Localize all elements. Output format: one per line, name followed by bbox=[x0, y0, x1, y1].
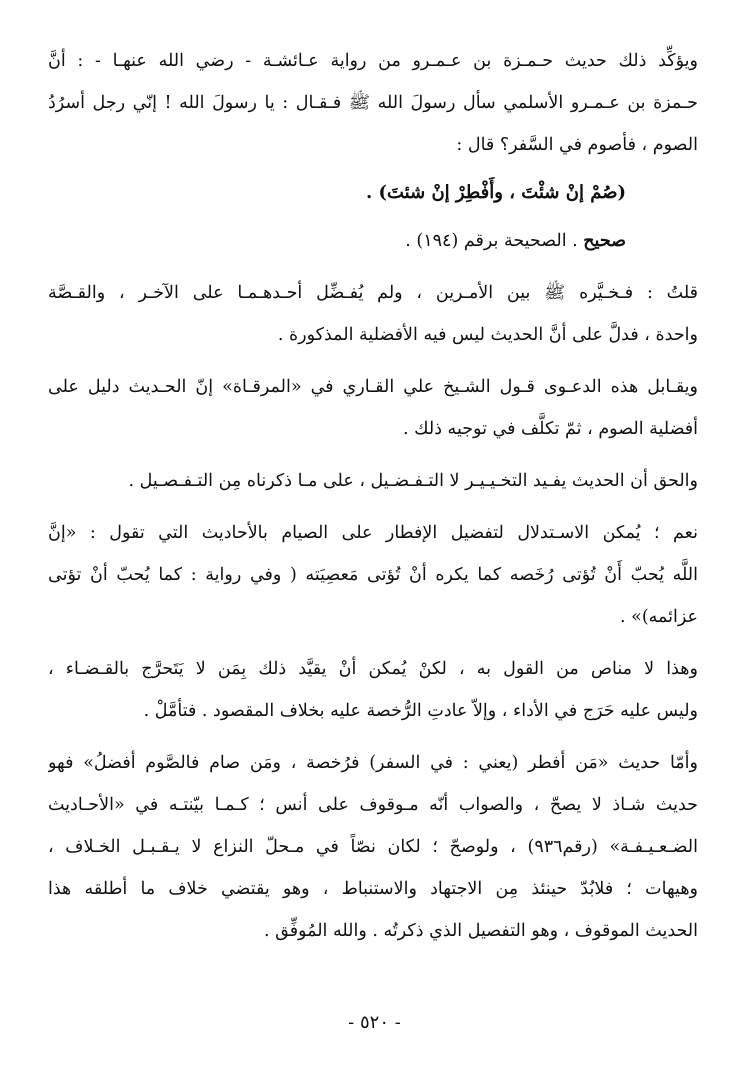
text-line: وأمّا حديث «مَن أفطر (يعني : في السفر) فرُخصة ، ومَن صام فالصَّوم أفضلُ» فهو bbox=[48, 753, 698, 773]
paragraph-comment bbox=[48, 272, 698, 356]
text-line: الحديث الموقوف ، وهو التفصيل الذي ذكرتُه . والله المُوفِّق . bbox=[263, 921, 698, 941]
grading-label: صحيح bbox=[583, 231, 626, 251]
text-line: أفضلية الصوم ، ثمّ تكلَّف في توجيه ذلك . bbox=[403, 419, 698, 439]
text-line: الضـعـيـفـة» (رقم٩٣٦) ، ولوصحّ ؛ لكان نصّاً في مـحلّ النزاع لا يـقـبـل الخـلاف ، bbox=[48, 837, 698, 857]
text-line: نعم ؛ يُمكن الاسـتدلال لتفضيل الإفطار على الصيام بالأحاديث التي تقول : «إنَّ bbox=[48, 523, 698, 543]
page-number: - ٥٢٠ - bbox=[348, 1012, 401, 1033]
hadith-quote-text: (صُمْ إنْ شئْتَ ، وأَفْطِرْ إنْ شئتَ) . bbox=[365, 182, 626, 203]
text-line: حديث شـاذ لا يصحّ ، والصواب أنّه مـوقوف على أنس ؛ كـمـا بيّنتـه في «الأحـاديث bbox=[48, 795, 698, 815]
text-line: وليس عليه حَرَج في الأداء ، وإلاّ عادتِ الرُّخصة عليه بخلاف المقصود . فتأمَّلْ . bbox=[143, 701, 698, 721]
paragraph-shadh-hadith bbox=[48, 742, 698, 952]
text-line: الصوم ، فأصوم في السَّفر؟ قال : bbox=[456, 135, 698, 155]
text-line: والحق أن الحديث يفـيد التخـيـيـر لا التـفـضـيل ، على مـا ذكرناه مِن التـفـصـيل . bbox=[128, 471, 698, 491]
paragraph-restriction bbox=[48, 648, 698, 732]
text-line: حـمزة بن عـمـرو الأسلمي سأل رسولَ الله ﷺ فـقـال : يا رسولَ الله ! إنّي رجل أسرُدُ bbox=[48, 93, 698, 113]
paragraph-hadith-hamza bbox=[48, 40, 698, 166]
grading-reference: . الصحيحة برقم (١٩٤) . bbox=[405, 231, 584, 251]
page-body bbox=[48, 40, 698, 952]
text-line: وهذا لا مناص من القول به ، لكنْ يُمكن أنْ يقيَّد ذلك بِمَن لا يَتَحرَّج بالقـضـاء ، bbox=[48, 659, 698, 679]
text-line: اللَّه يُحبّ أَنْ تُؤتى رُخَصه كما يكره أنْ تُؤتى مَعصِيَته ( وفي رواية : كما يُحبّ أنْ تؤتى bbox=[48, 565, 698, 585]
text-line: ويؤكِّد ذلك حديث حـمـزة بن عـمـرو من رواية عـائشـة - رضي الله عنهـا - : أنَّ bbox=[48, 51, 698, 71]
text-line: ويقـابل هذه الدعـوى قـول الشـيخ علي القـاري في «المرقـاة» إنّ الحـديث دليل على bbox=[48, 377, 698, 397]
paragraph-istidlal bbox=[48, 512, 698, 638]
hadith-quote bbox=[48, 172, 698, 214]
text-line: قلتُ : فـخـيَّره ﷺ بين الأمـرين ، ولم يُفـضِّل أحـدهـمـا على الآخـر ، والقـصَّة bbox=[48, 283, 698, 303]
hadith-grading bbox=[48, 220, 698, 262]
paragraph-truth bbox=[48, 460, 698, 502]
text-line: عزائمه)» . bbox=[620, 607, 698, 627]
text-line: واحدة ، فدلَّ على أنَّ الحديث ليس فيه الأفضلية المذكورة . bbox=[277, 325, 698, 345]
paragraph-qari bbox=[48, 366, 698, 450]
text-line: وهيهات ؛ فلابُدّ حينئذ مِن الاجتهاد والاستنباط ، وهو يقتضي خلاف ما أطلقه هذا bbox=[48, 879, 698, 899]
